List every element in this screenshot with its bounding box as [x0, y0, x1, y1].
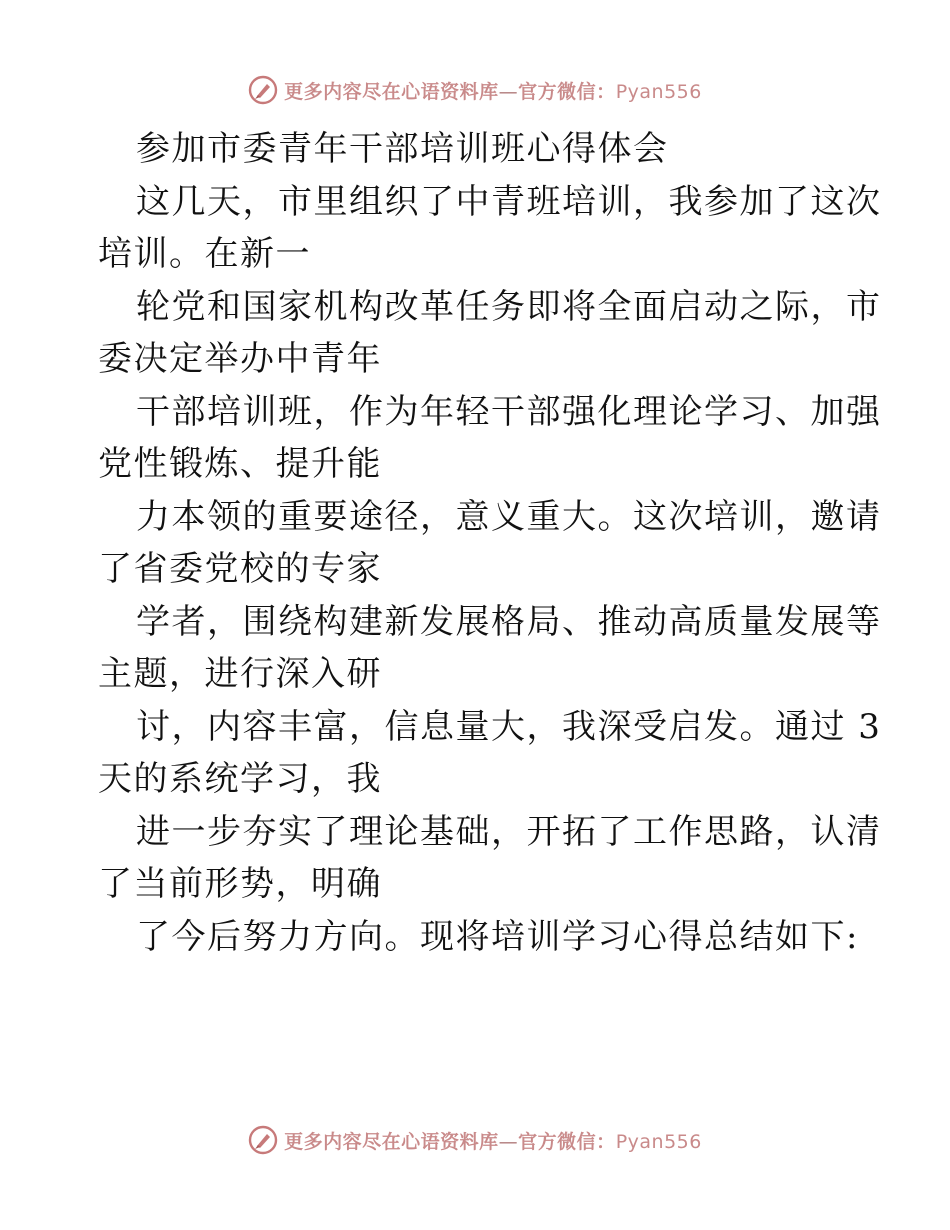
- header-watermark: [0, 70, 950, 110]
- text-line: 了当前形势，明确: [98, 864, 382, 904]
- text-line: 干部培训班，作为年轻干部强化理论学习、加强: [136, 391, 882, 432]
- text-line: 天的系统学习，我: [98, 759, 382, 799]
- text-line: 培训。在新一: [98, 234, 311, 274]
- document-title: 参加市委青年干部培训班心得体会: [136, 129, 669, 169]
- text-line: 党性锻炼、提升能: [98, 444, 382, 484]
- text-line: 讨，内容丰富，信息量大，我深受启发。通过 3: [136, 706, 882, 747]
- text-line: 了省委党校的专家: [98, 549, 382, 589]
- text-line: 力本领的重要途径，意义重大。这次培训，邀请: [136, 496, 882, 537]
- text-line: 轮党和国家机构改革任务即将全面启动之际，市: [136, 286, 882, 327]
- watermark-text: 更多内容尽在心语资料库—官方微信：Pyan556: [284, 80, 702, 103]
- fountain-pen-logo-icon: [248, 75, 278, 105]
- fountain-pen-logo-icon: [248, 1125, 278, 1155]
- text-line: 学者，围绕构建新发展格局、推动高质量发展等: [136, 601, 882, 642]
- text-line: 进一步夯实了理论基础，开拓了工作思路，认清: [136, 811, 882, 852]
- text-line: 主题，进行深入研: [98, 654, 382, 694]
- text-line: 委决定举办中青年: [98, 339, 382, 379]
- document-body: [98, 123, 882, 963]
- text-line: 了今后努力方向。现将培训学习心得总结如下:: [136, 916, 859, 957]
- text-line: 这几天，市里组织了中青班培训，我参加了这次: [136, 181, 882, 222]
- footer-watermark: [0, 1120, 950, 1160]
- watermark-text: 更多内容尽在心语资料库—官方微信：Pyan556: [284, 1130, 702, 1153]
